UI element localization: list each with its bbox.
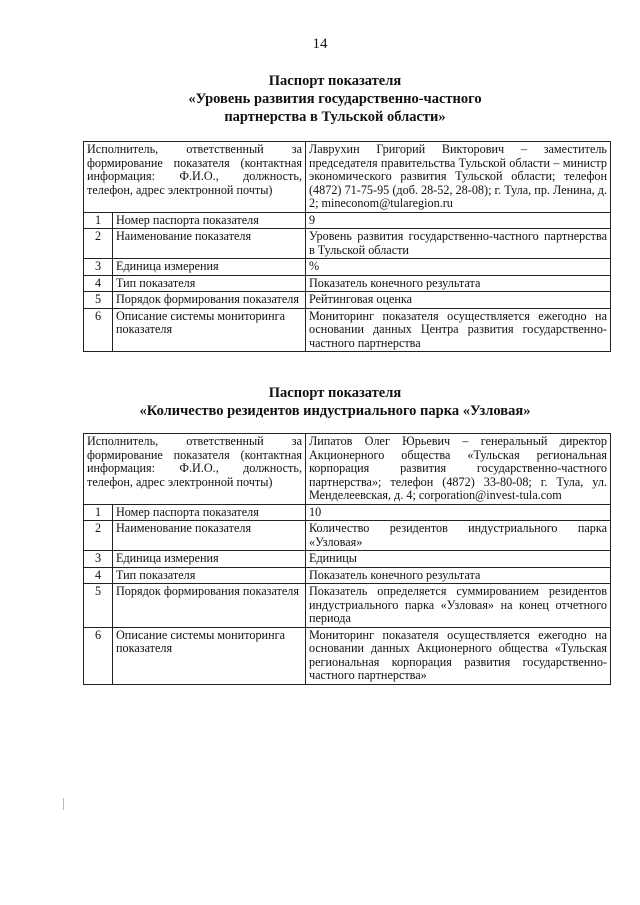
passport-1-title-line-3: партнерства в Тульской области» xyxy=(224,109,446,125)
table-row xyxy=(84,521,611,551)
table-row xyxy=(84,504,611,521)
passport-1-title-line-2: «Уровень развития государственно-частного xyxy=(188,91,482,107)
row-label: Единица измерения xyxy=(113,259,306,276)
passport-1-table xyxy=(83,141,611,352)
row-value: Рейтинговая оценка xyxy=(306,292,611,309)
row-value: Мониторинг показателя осуществляется ежегодно на основании данных Акционерного общества «Тульская региональная корпорация развития государственно-частного партнерства» xyxy=(306,627,611,684)
row-label: Номер паспорта показателя xyxy=(113,504,306,521)
row-label: Тип показателя xyxy=(113,275,306,292)
row-number: 4 xyxy=(84,567,113,584)
row-number: 1 xyxy=(84,504,113,521)
row-number: 4 xyxy=(84,275,113,292)
row-label: Наименование показателя xyxy=(113,521,306,551)
row-value: Единицы xyxy=(306,551,611,568)
passport-1-title-line-1: Паспорт показателя xyxy=(268,73,402,89)
row-label: Порядок формирования показателя xyxy=(113,292,306,309)
row-value: % xyxy=(306,259,611,276)
row-number: 3 xyxy=(84,259,113,276)
table-row xyxy=(84,292,611,309)
table-row xyxy=(84,142,611,213)
scan-artifact xyxy=(63,798,64,810)
row-number: 2 xyxy=(84,521,113,551)
passport-2-title-line-1: Паспорт показателя xyxy=(268,385,402,401)
executor-value: Липатов Олег Юрьевич – генеральный директор Акционерного общества «Тульская региональная корпорация развития государственно-частного партнерства»; телефон (4872) 33-80-08; г. Тула, ул. Менделеевская, д. 4; corporation@invest-tula.com xyxy=(306,434,611,505)
row-value: Уровень развития государственно-частного партнерства в Тульской области xyxy=(306,229,611,259)
table-row xyxy=(84,259,611,276)
passport-2-title-line-2: «Количество резидентов индустриального парка «Узловая» xyxy=(139,403,531,419)
row-value: 9 xyxy=(306,212,611,229)
table-row xyxy=(84,229,611,259)
table-row xyxy=(84,434,611,505)
executor-label: Исполнитель, ответственный за формирование показателя (контактная информация: Ф.И.О., должность, телефон, адрес электронной почты) xyxy=(84,142,306,213)
row-label: Описание системы мониторинга показателя xyxy=(113,627,306,684)
table-row xyxy=(84,275,611,292)
executor-label: Исполнитель, ответственный за формирование показателя (контактная информация: Ф.И.О., должность, телефон, адрес электронной почты) xyxy=(84,434,306,505)
table-row xyxy=(84,567,611,584)
row-value: Показатель конечного результата xyxy=(306,567,611,584)
row-value: Количество резидентов индустриального парка «Узловая» xyxy=(306,521,611,551)
row-value: 10 xyxy=(306,504,611,521)
row-number: 3 xyxy=(84,551,113,568)
row-label: Наименование показателя xyxy=(113,229,306,259)
row-number: 6 xyxy=(84,627,113,684)
row-label: Единица измерения xyxy=(113,551,306,568)
row-label: Номер паспорта показателя xyxy=(113,212,306,229)
table-row xyxy=(84,584,611,628)
table-row xyxy=(84,212,611,229)
row-number: 6 xyxy=(84,308,113,352)
row-number: 2 xyxy=(84,229,113,259)
page-number: 14 xyxy=(312,36,328,52)
executor-value: Лаврухин Григорий Викторович – заместитель председателя правительства Тульской области – министр экономического развития Тульской области; телефон (4872) 71-75-95 (доб. 28-52, 28-08); г. Тула, пр. Ленина, д. 2; mineconom@tularegion.ru xyxy=(306,142,611,213)
row-number: 1 xyxy=(84,212,113,229)
passport-1-title xyxy=(60,72,610,126)
row-label: Описание системы мониторинга показателя xyxy=(113,308,306,352)
row-value: Показатель определяется суммированием резидентов индустриального парка «Узловая» на конец отчетного периода xyxy=(306,584,611,628)
row-value: Мониторинг показателя осуществляется ежегодно на основании данных Центра развития государственно-частного партнерства xyxy=(306,308,611,352)
row-number: 5 xyxy=(84,584,113,628)
row-number: 5 xyxy=(84,292,113,309)
table-row xyxy=(84,627,611,684)
row-label: Порядок формирования показателя xyxy=(113,584,306,628)
table-row xyxy=(84,551,611,568)
row-value: Показатель конечного результата xyxy=(306,275,611,292)
passport-2-table xyxy=(83,433,611,685)
passport-2-title xyxy=(60,384,610,420)
table-row xyxy=(84,308,611,352)
row-label: Тип показателя xyxy=(113,567,306,584)
